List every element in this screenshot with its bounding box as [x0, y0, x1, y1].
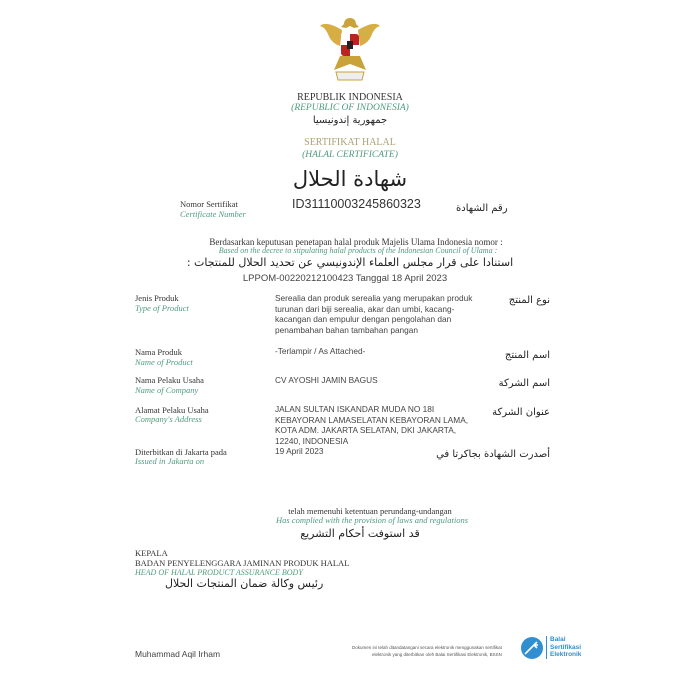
country-name: REPUBLIK INDONESIA	[297, 92, 403, 103]
company-address-label-en: Company's Address	[135, 414, 202, 424]
company-name-label-ar: اسم الشركة	[498, 378, 550, 389]
company-address-value: JALAN SULTAN ISKANDAR MUDA NO 18I KEBAYORAN LAMASELATAN KEBAYORAN LAMA, KOTA ADM. JAKARTA SELATAN, DKI JAKARTA, 12240, INDONESIA	[275, 404, 469, 446]
certificate-title-ar: شهادة الحلال	[292, 167, 408, 191]
certificate-number: ID31110003245860323	[292, 197, 421, 211]
issued-date: 19 April 2023	[275, 446, 324, 456]
signatory-title-ar: رئيس وكالة ضمان المنتجات الحلال	[165, 577, 324, 590]
country-name-ar: جمهورية إندونيسيا	[312, 115, 388, 126]
product-name-value: -Terlampir / As Attached-	[275, 346, 366, 356]
bsre-logo-text	[546, 636, 581, 659]
bsre-logo-line-3: Elektronik	[550, 651, 582, 658]
decree-text: Berdasarkan keputusan penetapan halal produk Majelis Ulama Indonesia nomor :	[209, 237, 503, 247]
bsre-logo-icon	[520, 636, 544, 660]
compliance-text-en: Has complied with the provision of laws and regulations	[275, 515, 469, 525]
product-type-value: Serealia dan produk serealia yang merupakan produk turunan dari biji serealia, akar dan umbi, kacang-kacangan dan empulur dengan pengolahan dan penambahan bahan tambahan pangan	[275, 293, 473, 335]
company-name-label: Nama Pelaku Usaha	[135, 375, 204, 385]
esign-note	[352, 644, 502, 658]
signatory-name: Muhammad Aqil Irham	[135, 649, 221, 659]
product-name-label-en: Name of Product	[135, 357, 193, 367]
decree-text-en: Based on the decree to stipulating halal products of the Indonesian Council of Ulama :	[218, 246, 498, 255]
signatory-title-1: KEPALA	[135, 548, 168, 558]
company-address-label-ar: عنوان الشركة	[492, 407, 550, 418]
company-name-label-en: Name of Company	[135, 385, 199, 395]
garuda-emblem	[318, 14, 382, 86]
country-name-en: (REPUBLIC OF INDONESIA)	[291, 103, 409, 113]
company-address-label: Alamat Pelaku Usaha	[135, 405, 209, 415]
issued-label-en: Issued in Jakarta on	[135, 456, 205, 466]
compliance-text-ar: قد استوفت أحكام التشريع	[300, 527, 420, 540]
signatory-title-en: HEAD OF HALAL PRODUCT ASSURANCE BODY	[135, 568, 303, 577]
product-type-label-en: Type of Product	[135, 303, 189, 313]
decree-text-ar: استنادا على قرار مجلس العلماء الإندونيسي عن تحديد الحلال للمنتجات :	[186, 256, 514, 269]
certificate-title: SERTIFIKAT HALAL	[304, 137, 396, 148]
certificate-title-en: (HALAL CERTIFICATE)	[302, 150, 398, 160]
esign-note-line-1: Dokumen ini telah ditandatangani secara elektronik menggunakan sertifikat	[352, 645, 502, 650]
product-name-label-ar: اسم المنتج	[504, 350, 550, 361]
signatory-title-2: BADAN PENYELENGGARA JAMINAN PRODUK HALAL	[135, 558, 350, 568]
product-type-label: Jenis Produk	[135, 293, 179, 303]
decree-number: LPPOM-00220212100423 Tanggal 18 April 2023	[242, 273, 448, 284]
certificate-number-label-en: Certificate Number	[180, 209, 246, 219]
issued-label-ar: أصدرت الشهادة بجاكرتا في	[436, 449, 550, 460]
issued-label: Diterbitkan di Jakarta pada	[135, 447, 227, 457]
product-name-label: Nama Produk	[135, 347, 182, 357]
bsre-logo-line-1: Balai	[550, 636, 566, 643]
product-type-label-ar: نوع المنتج	[508, 295, 550, 306]
certificate-number-label: Nomor Sertifikat	[180, 199, 238, 209]
company-name-value: CV AYOSHI JAMIN BAGUS	[275, 375, 378, 385]
bsre-logo-line-2: Sertifikasi	[550, 643, 582, 651]
certificate-number-label-ar: رقم الشهادة	[456, 203, 508, 214]
esign-note-line-2: elektronik yang diterbitkan oleh Balai Sertifikasi Elektronik, BSSN	[372, 652, 502, 657]
compliance-text: telah memenuhi ketentuan perundang-undangan	[288, 506, 452, 516]
